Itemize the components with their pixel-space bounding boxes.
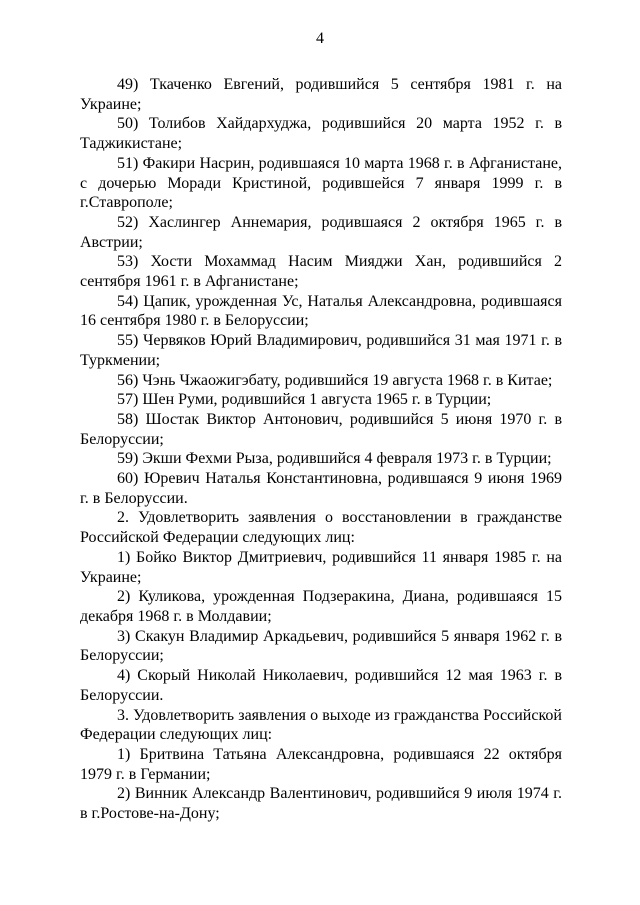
list-item: 57) Шен Руми, родившийся 1 августа 1965 г. в Турции; <box>117 391 492 409</box>
page-number: 4 <box>316 30 324 47</box>
list-item: 56) Чэнь Чжаожигэбату, родившийся 19 августа 1968 г. в Китае; <box>117 371 553 389</box>
list-item: 53) Хости Мохаммад Насим Мияджи Хан, родившийся 2 сентября 1961 г. в Афганистане; <box>80 253 562 291</box>
list-item: 60) Юревич Наталья Константиновна, родившаяся 9 июня 1969 г. в Белоруссии. <box>80 470 562 507</box>
list-item: 54) Цапик, урожденная Ус, Наталья Александровна, родившаяся 16 сентября 1980 г. в Белоруссии; <box>80 292 562 330</box>
list-item: 50) Толибов Хайдархуджа, родившийся 20 марта 1952 г. в Таджикистане; <box>80 115 562 153</box>
list-item: 52) Хаслингер Аннемария, родившаяся 2 октября 1965 г. в Австрии; <box>80 213 562 251</box>
list-item: 55) Червяков Юрий Владимирович, родившийся 31 мая 1971 г. в Туркмении; <box>80 332 562 369</box>
list-item: 59) Экши Фехми Рыза, родившийся 4 февраля 1973 г. в Турции; <box>117 450 552 468</box>
list-item: 2) Винник Александр Валентинович, родившийся 9 июля 1974 г. в г.Ростове-на-Дону; <box>80 785 562 823</box>
list-item: 1) Бритвина Татьяна Александровна, родившаяся 22 октября 1979 г. в Германии; <box>80 745 562 783</box>
document-body <box>80 75 562 824</box>
section-heading: 2. Удовлетворить заявления о восстановлении в гражданстве Российской Федерации следующих лиц: <box>80 509 562 547</box>
list-item: 4) Скорый Николай Николаевич, родившийся 12 мая 1963 г. в Белоруссии. <box>80 667 562 704</box>
list-item: 49) Ткаченко Евгений, родившийся 5 сентября 1981 г. на Украине; <box>80 76 562 113</box>
list-item: 1) Бойко Виктор Дмитриевич, родившийся 11 января 1985 г. на Украине; <box>80 548 562 586</box>
list-item: 58) Шостак Виктор Антонович, родившийся 5 июня 1970 г. в Белоруссии; <box>80 410 562 448</box>
list-item: 3) Скакун Владимир Аркадьевич, родившийся 5 января 1962 г. в Белоруссии; <box>80 627 562 665</box>
section-heading: 3. Удовлетворить заявления о выходе из гражданства Российской Федерации следующих лиц: <box>80 706 562 744</box>
list-item: 51) Факири Насрин, родившаяся 10 марта 1968 г. в Афганистане, с дочерью Моради Кристиной, родившейся 7 января 1999 г. в г.Ставрополе; <box>80 154 562 212</box>
list-item: 2) Куликова, урожденная Подзеракина, Диана, родившаяся 15 декабря 1968 г. в Молдавии; <box>80 588 562 625</box>
